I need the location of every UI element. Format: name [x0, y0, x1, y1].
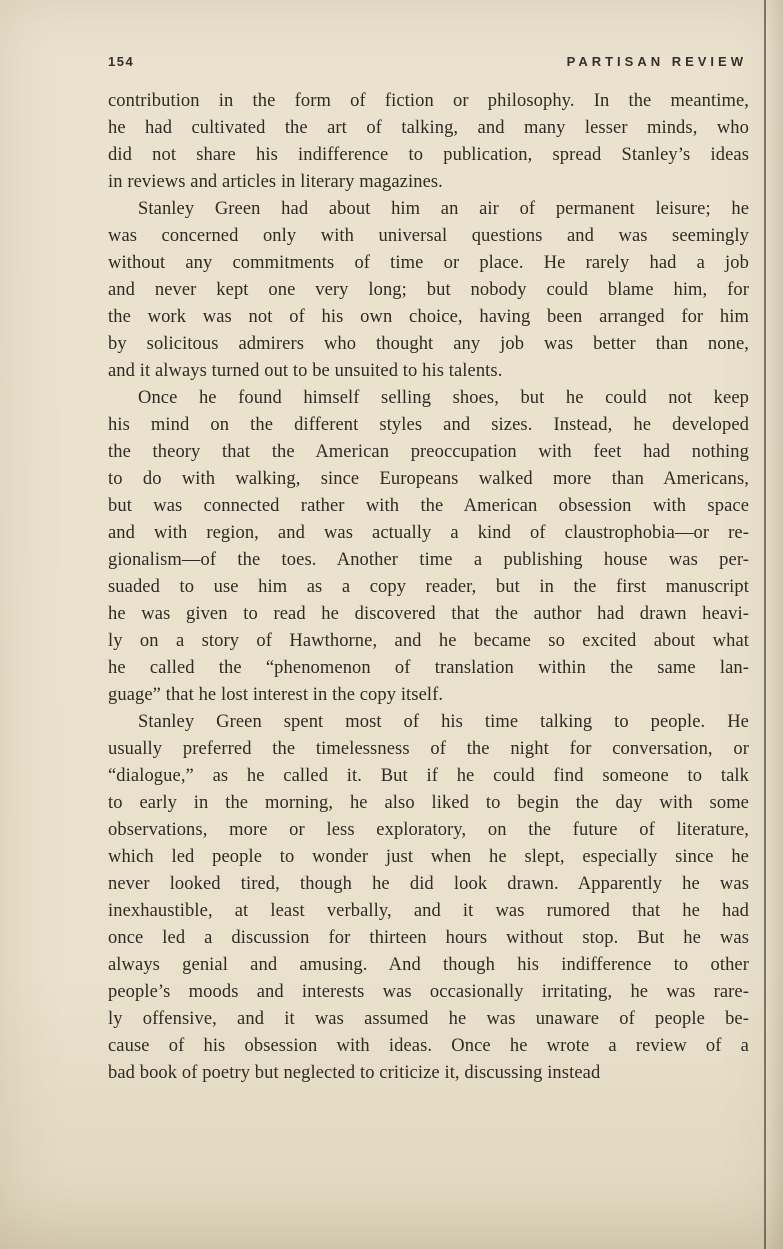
page-edge-line: [764, 0, 766, 1249]
text-line: observations, more or less exploratory, on the future of literature,: [108, 820, 749, 840]
journal-title: PARTISAN REVIEW: [566, 54, 747, 69]
text-line: bad book of poetry but neglected to criticize it, discussing instead: [108, 1063, 601, 1083]
text-line: always genial and amusing. And though his indifference to other: [108, 955, 749, 975]
text-line: he called the “phenomenon of translation within the same lan-: [108, 658, 749, 678]
text-line: people’s moods and interests was occasionally irritating, he was rare-: [108, 982, 749, 1002]
text-line: guage” that he lost interest in the copy itself.: [108, 685, 444, 705]
text-line: Once he found himself selling shoes, but he could not keep: [138, 388, 749, 408]
text-line: Stanley Green spent most of his time talking to people. He: [138, 712, 749, 732]
text-line: and with region, and was actually a kind of claustrophobia—or re-: [108, 523, 749, 543]
text-line: never looked tired, though he did look drawn. Apparently he was: [108, 874, 749, 894]
text-line: which led people to wonder just when he slept, especially since he: [108, 847, 749, 867]
paragraph: [108, 196, 749, 385]
text-line: without any commitments of time or place. He rarely had a job: [108, 253, 749, 273]
paragraph: [108, 385, 749, 709]
text-line: the work was not of his own choice, having been arranged for him: [108, 307, 749, 327]
page-number: 154: [108, 54, 135, 69]
text-line: the theory that the American preoccupation with feet had nothing: [108, 442, 749, 462]
text-line: contribution in the form of fiction or philosophy. In the meantime,: [108, 91, 749, 111]
text-line: cause of his obsession with ideas. Once he wrote a review of a: [108, 1036, 749, 1056]
text-line: his mind on the different styles and sizes. Instead, he developed: [108, 415, 749, 435]
text-line: by solicitous admirers who thought any job was better than none,: [108, 334, 749, 354]
body-text: [108, 88, 749, 1087]
page-edge-shade: [766, 0, 783, 1249]
text-line: and never kept one very long; but nobody could blame him, for: [108, 280, 749, 300]
text-line: to do with walking, since Europeans walked more than Americans,: [108, 469, 749, 489]
text-line: he had cultivated the art of talking, and many lesser minds, who: [108, 118, 749, 138]
text-line: did not share his indifference to publication, spread Stanley’s ideas: [108, 145, 749, 165]
text-line: usually preferred the timelessness of the night for conversation, or: [108, 739, 749, 759]
text-line: ly on a story of Hawthorne, and he became so excited about what: [108, 631, 749, 651]
text-line: ly offensive, and it was assumed he was unaware of people be-: [108, 1009, 749, 1029]
text-line: and it always turned out to be unsuited to his talents.: [108, 361, 503, 381]
text-line: suaded to use him as a copy reader, but in the first manuscript: [108, 577, 749, 597]
text-line: “dialogue,” as he called it. But if he could find someone to talk: [108, 766, 749, 786]
page-header: [108, 54, 747, 69]
text-line: once led a discussion for thirteen hours without stop. But he was: [108, 928, 749, 948]
text-line: to early in the morning, he also liked to begin the day with some: [108, 793, 749, 813]
text-line: but was connected rather with the American obsession with space: [108, 496, 749, 516]
text-line: gionalism—of the toes. Another time a publishing house was per-: [108, 550, 749, 570]
paragraph: [108, 709, 749, 1087]
text-line: Stanley Green had about him an air of permanent leisure; he: [138, 199, 749, 219]
text-line: in reviews and articles in literary magazines.: [108, 172, 443, 192]
paragraph: [108, 88, 749, 196]
text-line: he was given to read he discovered that the author had drawn heavi-: [108, 604, 749, 624]
text-line: was concerned only with universal questions and was seemingly: [108, 226, 749, 246]
text-line: inexhaustible, at least verbally, and it was rumored that he had: [108, 901, 749, 921]
